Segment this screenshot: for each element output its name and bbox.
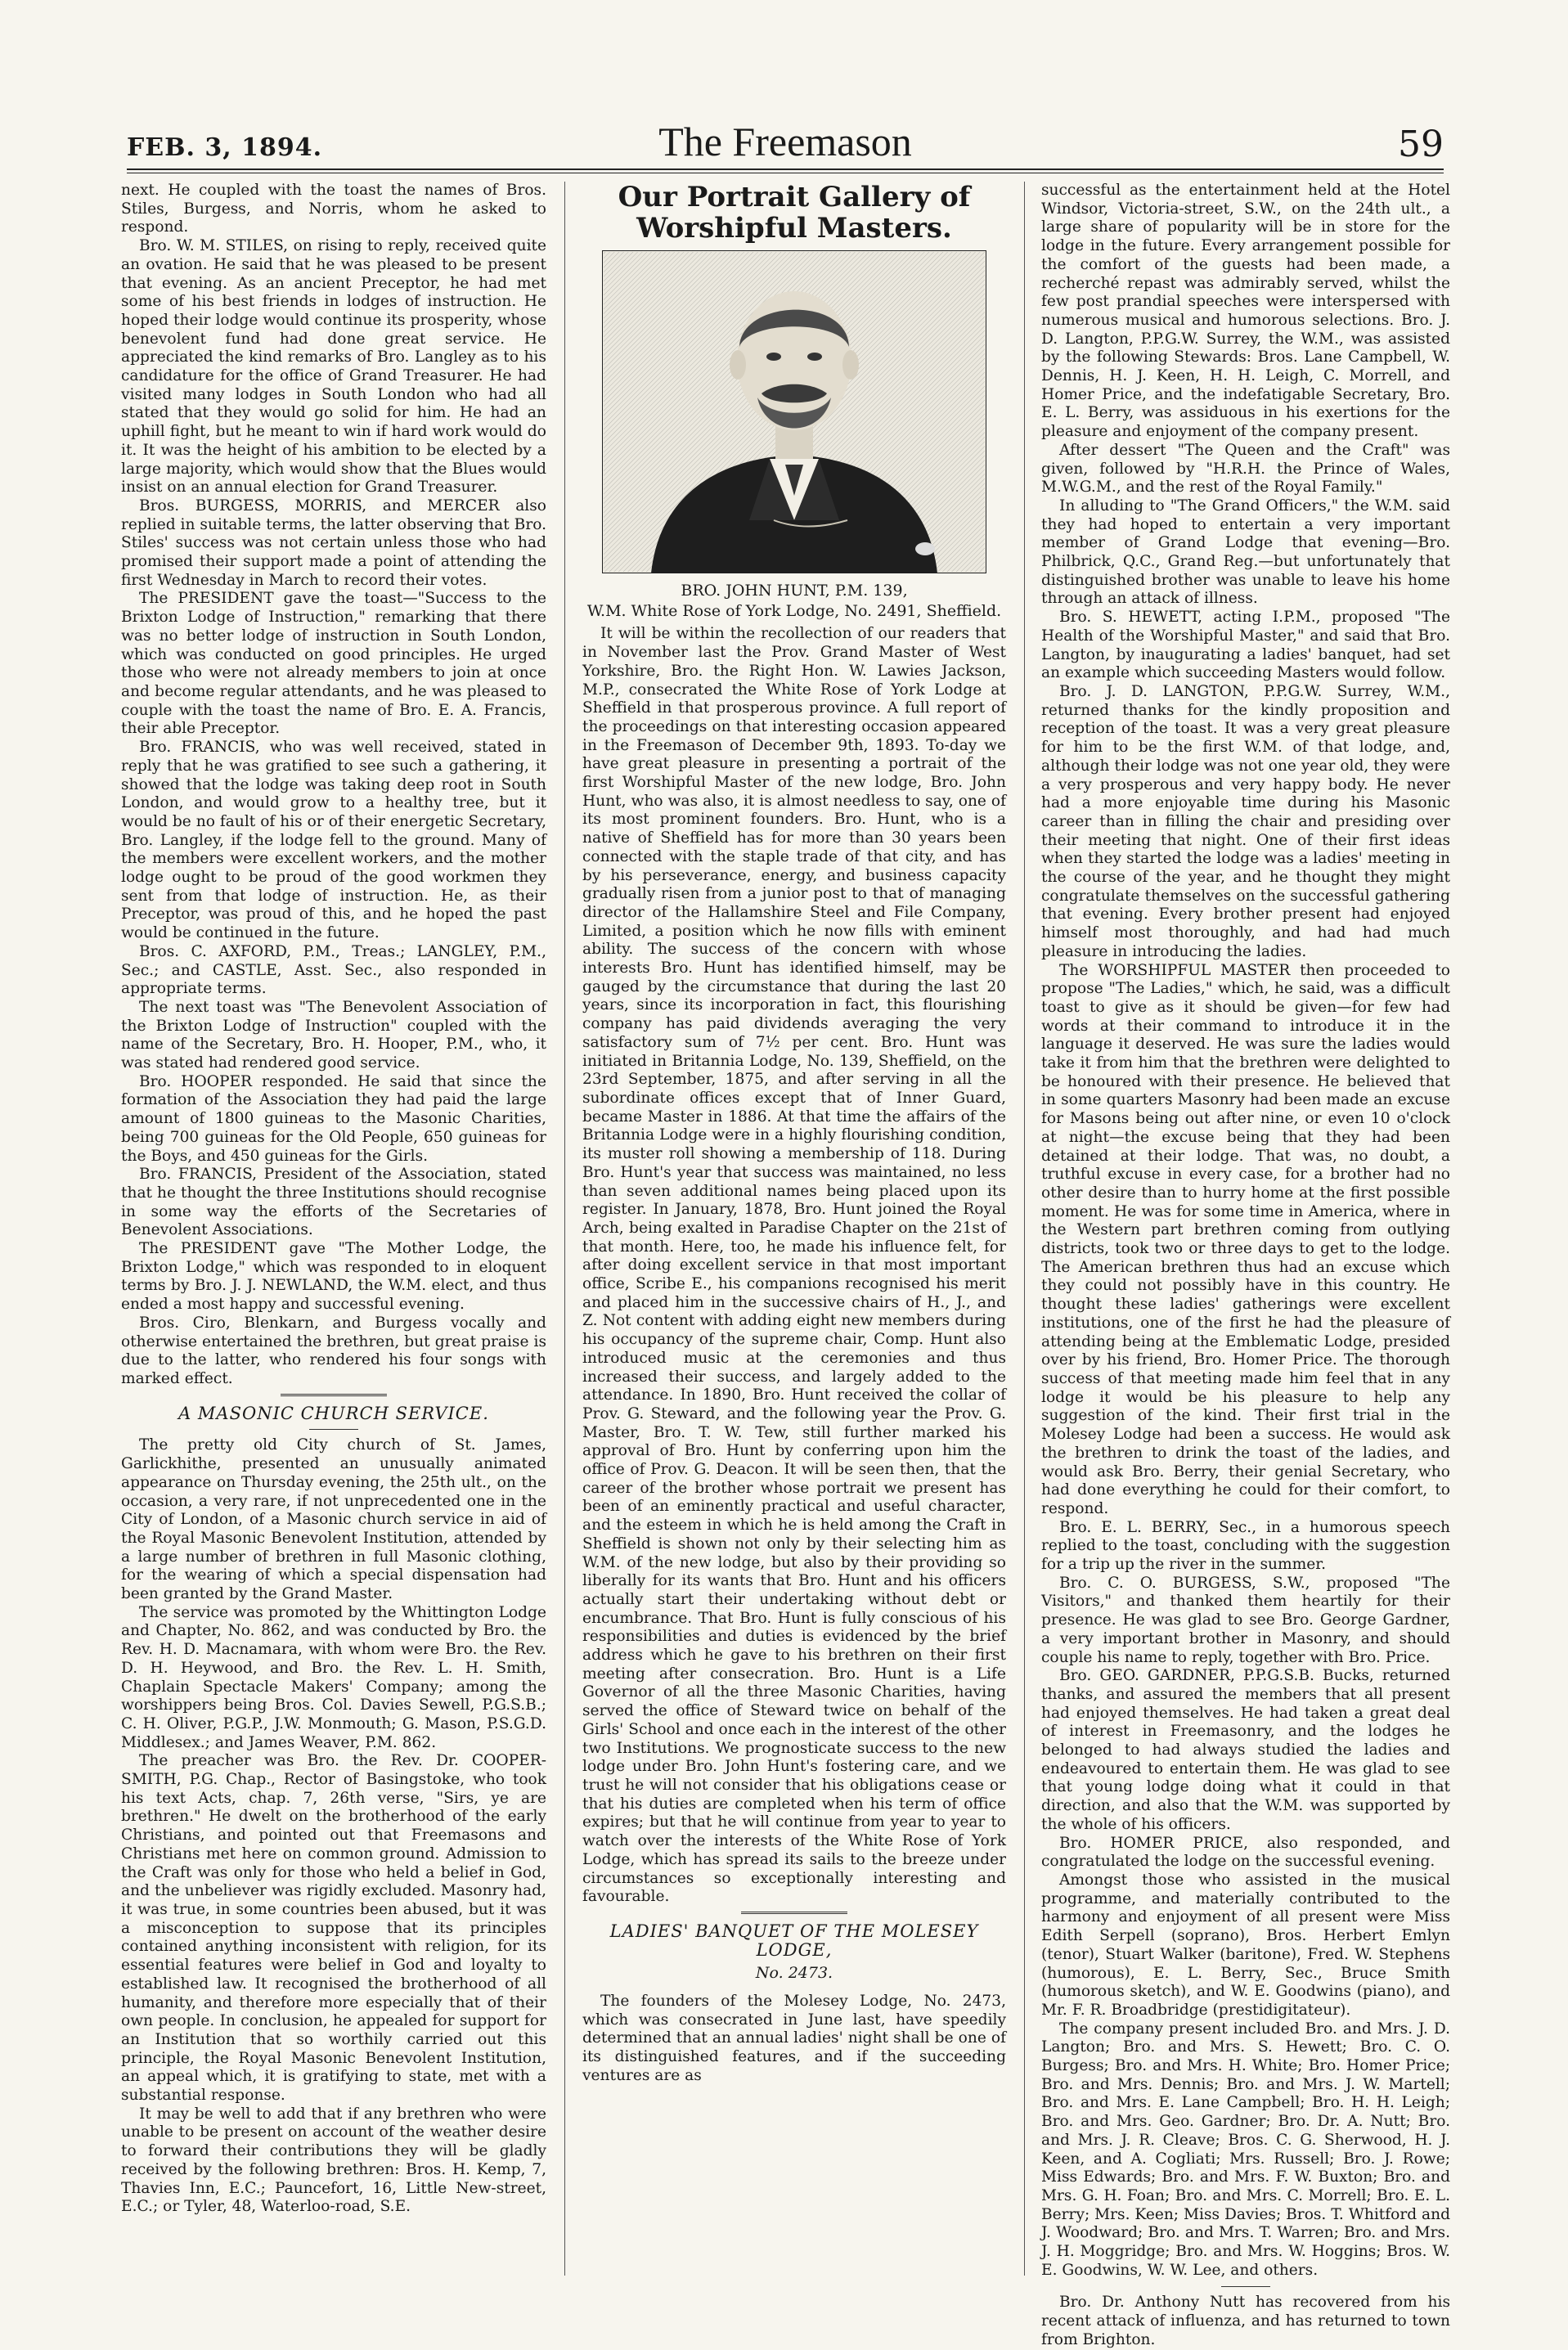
section-rule — [1221, 2286, 1270, 2287]
paragraph: The preacher was Bro. the Rev. Dr. COOPER-SMITH, P.G. Chap., Rector of Basingstoke, who took his text Acts, chap. 7, 26th verse, "Sirs, ye are brethren." He dwelt on the brotherhood of the early Christians, and pointed out that Freemasons and Christians met here on common ground. Admission to the Craft was only for those who held a belief in God, and the unbeliever was rigidly excluded. Masonry had, it was true, in some countries been abused, but it was a misconception to suppose that its principles contained anything inconsistent with religion, for its essential features were belief in God and loyalty to established law. It recognised the brotherhood of all humanity, and therefore more especially that of their own people. In conclusion, he appealed for support for an Institution that so worthily carried out this principle, the Royal Masonic Benevolent Institution, an appeal which, it is gratifying to state, met with a substantial response. — [121, 1752, 546, 2105]
page-number: 59 — [1398, 124, 1444, 165]
paragraph: Bro. HOMER PRICE, also responded, and congratulated the lodge on the successful evening. — [1041, 1834, 1450, 1871]
paragraph: Bro. FRANCIS, who was well received, stated in reply that he was gratified to see such a gathering, it showed that the lodge was taking deep root in South London, and would grow to a healthy tree, but it would be no fault of his or of their energetic Secretary, Bro. Langley, if the lodge fell to the ground. Many of the members were excellent workers, and the mother lodge ought to be proud of the good workmen they sent from that lodge of instruction. He, as their Preceptor, was proud of this, and he hoped the past would be continued in the future. — [121, 739, 546, 942]
paragraph: Bros. Ciro, Blenkarn, and Burgess vocally and otherwise entertained the brethren, but great praise is due to the latter, who rendered his four songs with marked effect. — [121, 1314, 546, 1387]
issue-date: FEB. 3, 1894. — [127, 133, 323, 162]
paragraph: Bro. FRANCIS, President of the Association, stated that he thought the three Institutions should recognise in some way the efforts of the Secretaries of Benevolent Associations. — [121, 1166, 546, 1239]
section-subtitle: No. 2473. — [755, 1964, 833, 1983]
paragraph: next. He coupled with the toast the names of Bros. Stiles, Burgess, and Norris, whom he asked to respond. — [121, 182, 546, 236]
column-divider — [564, 182, 565, 2276]
paragraph: In alluding to "The Grand Officers," the W.M. said they had hoped to entertain a very important member of Grand Lodge that evening—Bro. Philbrick, Q.C., Grand Reg.—but unfortunately that distinguished brother was unable to leave his home through an attack of illness. — [1041, 497, 1450, 608]
section-rule — [281, 1394, 387, 1396]
section-rule — [741, 1912, 847, 1914]
paragraph: The company present included Bro. and Mrs. J. D. Langton; Bro. and Mrs. S. Hewett; Bro. C. O. Burgess; Bro. and Mrs. H. White; Bro. Homer Price; Bro. and Mrs. Dennis; Bro. and Mrs. J. W. Martell; Bro. and Mrs. E. Lane Campbell; Bro. H. H. Leigh; Bro. and Mrs. Geo. Gardner; Bro. Dr. A. Nutt; Bro. and Mrs. J. R. Cleave; Bros. C. G. Sherwood, H. J. Keen, and A. Cogliati; Mrs. Russell; Bro. J. Rowe; Miss Edwards; Bro. and Mrs. F. W. Buxton; Bro. and Mrs. G. H. Foan; Bro. and Mrs. C. Morrell; Bro. E. L. Berry; Mrs. Keen; Miss Davies; Bros. T. Whitford and J. Woodward; Bro. and Mrs. T. Warren; Bro. and Mrs. J. H. Moggridge; Bro. and Mrs. W. Hoggins; Bros. W. E. Goodwins, W. W. Lee, and others. — [1041, 2020, 1450, 2279]
section-title: A MASONIC CHURCH SERVICE. — [178, 1403, 489, 1423]
paragraph: It will be within the recollection of our readers that in November last the Prov. Grand Master of West Yorkshire, Bro. the Right Hon. W. Lawies Jackson, M.P., consecrated the White Rose of York Lodge at Sheffield in that prosperous province. A full report of the proceedings on that interesting occasion appeared in the Freemason of December 9th, 1893. To-day we have great pleasure in presenting a portrait of the first Worshipful Master of the new lodge, Bro. John Hunt, who was also, it is almost needless to say, one of its most prominent founders. Bro. Hunt, who is a native of Sheffield has for more than 30 years been connected with the staple trade of that city, and has by his perseverance, energy, and business capacity gradually risen from a junior post to that of managing director of the Hallamshire Steel and File Company, Limited, a position which he now fills with eminent ability. The success of the concern with whose interests Bro. Hunt has identified himself, may be gauged by the circumstance that during the last 20 years, since its incorporation in fact, this flourishing company has paid dividends averaging the very satisfactory sum of 7½ per cent. Bro. Hunt was initiated in Britannia Lodge, No. 139, Sheffield, on the 23rd September, 1875, and after serving in all the subordinate offices except that of Inner Guard, became Master in 1886. At that time the affairs of the Britannia Lodge were in a highly flourishing condition, its muster roll showing a membership of 118. During Bro. Hunt's year that success was maintained, no less than seven additional names being placed upon its register. In January, 1878, Bro. Hunt joined the Royal Arch, being exalted in Paradise Chapter on the 21st of that month. Here, too, he made his influence felt, for after doing excellent service in that most important office, Scribe E., his companions recognised his merit and placed him in the successive chairs of H., J., and Z. Not content with adding eight new members during his occupancy of the supreme chair, Comp. Hunt also introduced music at the ceremonies and thus increased their success, and largely added to the attendance. In 1890, Bro. Hunt received the collar of Prov. G. Steward, and the following year the Prov. G. Master, Bro. T. W. Tew, still further marked his approval of Bro. Hunt by conferring upon him the office of Prov. G. Deacon. It will be seen then, that the career of the brother whose portrait we present has been of an eminently practical and useful character, and the esteem in which he is held among the Craft in Sheffield is shown not only by their selecting him as W.M. of the new lodge, but also by their providing so liberally for its wants that Bro. Hunt and his officers actually start their undertaking without debt or encumbrance. That Bro. Hunt is fully conscious of his responsibilities and duties is evidenced by the brief address which he gave to his brethren on their first meeting after consecration. Bro. Hunt is a Life Governor of all the three Masonic Charities, having served the office of Steward twice on behalf of the Girls' School and once each in the interest of the other two Institutions. We prognosticate success to the new lodge under Bro. John Hunt's fostering care, and we trust he will not consider that his obligations cease or that his duties are completed when his term of office expires; but that he will continue from year to year to watch over the interests of the White Rose of York Lodge, which has spread its sails to the breeze under circumstances so exceptionally interesting and favourable. — [582, 625, 1006, 1906]
paragraph: Bro. J. D. LANGTON, P.P.G.W. Surrey, W.M., returned thanks for the kindly proposition and reception of the toast. It was a very great pleasure for him to be the first W.M. of that lodge, and, although their lodge was not one year old, they were a very prosperous and very happy body. He never had a more enjoyable time during his Masonic career than in filling the chair and presiding over their meeting that night. One of their first ideas when they started the lodge was a ladies' meeting in the course of the year, and he thought they might congratulate themselves on the successful gathering that evening. Every brother present had enjoyed himself most thoroughly, and had had much pleasure in introducing the ladies. — [1041, 682, 1450, 960]
portrait-caption-lodge: W.M. White Rose of York Lodge, No. 2491, Sheffield. — [586, 601, 1002, 620]
column-divider — [1024, 182, 1025, 2276]
section-title: LADIES' BANQUET OF THE MOLESEY LODGE, — [609, 1921, 979, 1960]
paragraph: The WORSHIPFUL MASTER then proceeded to propose "The Ladies," which, he said, was a difficult toast to give as it should be given—for few had words at their command to introduce it in the language it deserved. He was sure the ladies would take it from him that the brethren were delighted to be honoured with their presence. He believed that in some quarters Masonry had been made an excuse for Masons being out after nine, or even 10 o'clock at night—the excuse being that they had been detained at their lodge. That was, no doubt, a truthful excuse in every case, for a brother had no other desire than to hurry home at the first possible moment. He was for some time in America, where in the Western part brethren coming from outlying districts, took two or three days to get to the lodge. The American brethren thus had an excuse which they could not possibly have in this country. He thought these ladies' gatherings were excellent institutions, one of the first he had the pleasure of attending being at the Emblematic Lodge, presided over by his friend, Bro. Homer Price. The thorough success of that meeting made him feel that in any lodge it would be his pleasure to help any suggestion of the kind. Their first trial in the Molesey Lodge had been a success. He would ask the brethren to drink the toast of the ladies, and would ask Bro. Berry, their genial Secretary, who had done everything he could for their comfort, to respond. — [1041, 961, 1450, 1517]
paragraph: Bro. C. O. BURGESS, S.W., proposed "The Visitors," and thanked them heartily for their presence. He was glad to see Bro. George Gardner, a very important brother in Masonry, and should couple his name to reply, together with Bro. Price. — [1041, 1574, 1450, 1666]
paragraph: successful as the entertainment held at the Hotel Windsor, Victoria-street, S.W., on the 24th ult., a large share of popularity will be in store for the lodge in the future. Every arrangement possible for the comfort of the guests had been made, a recherché repast was admirably served, whilst the few post prandial speeches were interspersed with numerous musical and humorous selections. Bro. J. D. Langton, P.P.G.W. Surrey, the W.M., was assisted by the following Stewards: Bros. Lane Campbell, W. Dennis, H. J. Keen, H. H. Leigh, C. Morrell, and Homer Price, and the indefatigable Secretary, Bro. E. L. Berry, was assiduous in his exertions for the pleasure and enjoyment of the company present. — [1041, 182, 1450, 441]
paragraph: After dessert "The Queen and the Craft" was given, followed by "H.R.H. the Prince of Wales, M.W.G.M., and the rest of the Royal Family." — [1041, 441, 1450, 497]
paragraph: The next toast was "The Benevolent Association of the Brixton Lodge of Instruction" coupled with the name of the Secretary, Bro. H. Hooper, P.M., who, it was stated had rendered good service. — [121, 998, 546, 1072]
paragraph: Bro. S. HEWETT, acting I.P.M., proposed "The Health of the Worshipful Master," and said that Bro. Langton, by inaugurating a ladies' banquet, had set an example which succeeding Masters would follow. — [1041, 609, 1450, 682]
column-3 — [1041, 182, 1450, 2350]
portrait-caption-name: BRO. JOHN HUNT, P.M. 139, — [681, 582, 908, 600]
paragraph: It may be well to add that if any brethren who were unable to be present on account of the weather desire to forward their contributions they will be gladly received by the following brethren: Bros. H. Kemp, 7, Thavies Inn, E.C.; Pauncefort, 16, Little New-street, E.C.; or Tyler, 48, Waterloo-road, S.E. — [121, 2105, 546, 2216]
paragraph: Bros. C. AXFORD, P.M., Treas.; LANGLEY, P.M., Sec.; and CASTLE, Asst. Sec., also responded in appropriate terms. — [121, 942, 546, 998]
gallery-title: Our Portrait Gallery of Worshipful Masters. — [618, 181, 971, 245]
paragraph: The service was promoted by the Whittington Lodge and Chapter, No. 862, and was conducted by Bro. the Rev. H. D. Macnamara, with whom were Bro. the Rev. D. H. Heywood, and Bro. the Rev. L. H. Smith, Chaplain Spectacle Makers' Company; among the worshippers being Bros. Col. Davies Sewell, P.G.S.B.; C. H. Oliver, P.G.P., J.W. Monmouth; G. Mason, P.S.G.D. Middlesex.; and James Weaver, P.M. 862. — [121, 1603, 546, 1751]
paragraph: The PRESIDENT gave "The Mother Lodge, the Brixton Lodge," which was responded to in eloquent terms by Bro. J. J. NEWLAND, the W.M. elect, and thus ended a most happy and successful evening. — [121, 1240, 546, 1314]
paragraph: The PRESIDENT gave the toast—"Success to the Brixton Lodge of Instruction," remarking that there was no better lodge of instruction in South London, which was conducted on good principles. He urged those who were not already members to join at once and become regular attendants, and he was pleased to couple with the toast the name of Bro. E. A. Francis, their able Preceptor. — [121, 590, 546, 738]
section-rule — [309, 1429, 358, 1430]
portrait-engraving — [602, 250, 986, 573]
newspaper-title: The Freemason — [658, 119, 912, 164]
masthead — [127, 113, 1444, 165]
paragraph: Bro. GEO. GARDNER, P.P.G.S.B. Bucks, returned thanks, and assured the members that all present had enjoyed themselves. He had taken a great deal of interest in Freemasonry, and the lodges he belonged to had always studied the ladies and endeavoured to entertain them. He was glad to see that young lodge doing what it could in that direction, and also that the W.M. was supported by the whole of his officers. — [1041, 1667, 1450, 1833]
masthead-rule — [127, 168, 1444, 170]
paragraph: Bro. W. M. STILES, on rising to reply, received quite an ovation. He said that he was pleased to be present that evening. As an ancient Preceptor, he had met some of his best friends in lodges of instruction. He hoped their lodge would continue its prosperity, whose benevolent fund had done great service. He appreciated the kind remarks of Bro. Langley as to his candidature for the office of Grand Treasurer. He had visited many lodges in South London who had all stated that they would go solid for him. He had an uphill fight, but he meant to win if hard work would do it. It was the height of his ambition to be elected by a large majority, which would show that the Blues would insist on an annual election for Grand Treasurer. — [121, 237, 546, 497]
paragraph: Bros. BURGESS, MORRIS, and MERCER also replied in suitable terms, the latter observing that Bro. Stiles' success was not certain unless those who had promised their support made a point of attending the first Wednesday in March to record their votes. — [121, 497, 546, 589]
paragraph: The founders of the Molesey Lodge, No. 2473, which was consecrated in June last, have speedily determined that an annual ladies' night shall be one of its distinguished features, and if the succeeding ventures are as — [582, 1993, 1006, 2084]
column-1 — [121, 182, 546, 2217]
portrait-image — [602, 250, 986, 573]
paragraph: The pretty old City church of St. James, Garlickhithe, presented an unusually animated appearance on Thursday evening, the 25th ult., on the occasion, a very rare, if not unprecedented one in the City of London, of a Masonic church service in aid of the Royal Masonic Benevolent Institution, attended by a large number of brethren in full Masonic clothing, for the wearing of which a special dispensation had been granted by the Grand Master. — [121, 1436, 546, 1603]
paragraph: Bro. E. L. BERRY, Sec., in a humorous speech replied to the toast, concluding with the suggestion for a trip up the river in the summer. — [1041, 1518, 1450, 1574]
paragraph: Bro. Dr. Anthony Nutt has recovered from his recent attack of influenza, and has returned to town from Brighton. — [1041, 2294, 1450, 2348]
paragraph: Bro. HOOPER responded. He said that since the formation of the Association they had paid the large amount of 1800 guineas to the Masonic Charities, being 700 guineas for the Old People, 650 guineas for the Boys, and 450 guineas for the Girls. — [121, 1072, 546, 1165]
paragraph: Amongst those who assisted in the musical programme, and materially contributed to the harmony and enjoyment of all present were Miss Edith Serpell (soprano), Bros. Herbert Emlyn (tenor), Stuart Walker (baritone), Fred. W. Stephens (humorous), E. L. Berry, Sec., Bruce Smith (humorous sketch), and W. E. Goodwins (piano), and Mr. F. R. Broadbridge (prestidigitateur). — [1041, 1871, 1450, 2019]
column-2 — [582, 182, 1006, 2086]
